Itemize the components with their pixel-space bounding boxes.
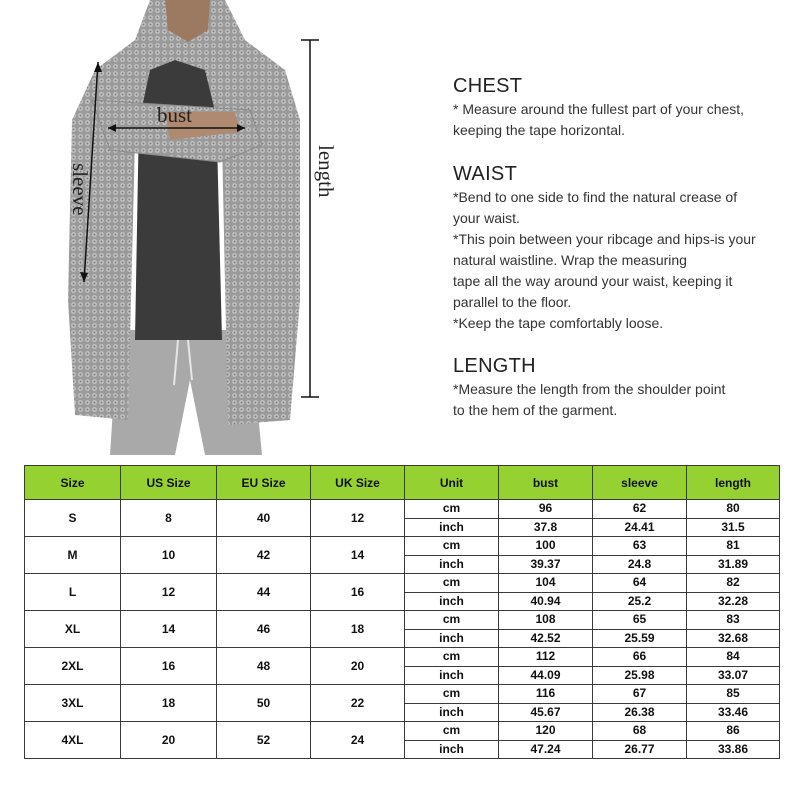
cell-inch-bust: 44.09 xyxy=(499,666,593,685)
cell-inch-unit: inch xyxy=(405,555,499,574)
header-uk-size: UK Size xyxy=(311,466,405,500)
cell-size: XL xyxy=(25,611,121,648)
cell-cm-unit: cm xyxy=(405,500,499,519)
cell-us: 20 xyxy=(121,722,217,759)
cell-inch-sleeve: 25.2 xyxy=(593,592,687,611)
cell-inch-length: 31.89 xyxy=(687,555,780,574)
cell-size: 2XL xyxy=(25,648,121,685)
cell-cm-length: 86 xyxy=(687,722,780,741)
cell-cm-length: 80 xyxy=(687,500,780,519)
cell-size: 3XL xyxy=(25,685,121,722)
cell-inch-bust: 45.67 xyxy=(499,703,593,722)
cell-inch-sleeve: 25.59 xyxy=(593,629,687,648)
cell-cm-sleeve: 68 xyxy=(593,722,687,741)
cell-inch-length: 33.86 xyxy=(687,740,780,759)
cell-cm-sleeve: 63 xyxy=(593,537,687,556)
cell-inch-bust: 40.94 xyxy=(499,592,593,611)
cell-cm-bust: 116 xyxy=(499,685,593,704)
cell-inch-bust: 47.24 xyxy=(499,740,593,759)
cardigan-illustration xyxy=(0,0,360,455)
cell-uk: 14 xyxy=(311,537,405,574)
waist-text: *Bend to one side to find the natural crease of your waist. *This poin between your ribcage and hips-is your natural waistline. Wrap the measuring tape all the way around your waist, keeping it parallel to the floor. *Keep the tape comfortably loose. xyxy=(453,189,756,331)
length-label: length xyxy=(314,145,338,198)
size-chart-table xyxy=(24,465,780,759)
sleeve-label: sleeve xyxy=(68,163,92,216)
cell-cm-bust: 104 xyxy=(499,574,593,593)
cell-inch-unit: inch xyxy=(405,592,499,611)
cell-inch-length: 33.07 xyxy=(687,666,780,685)
cell-cm-sleeve: 65 xyxy=(593,611,687,630)
shirt-shape xyxy=(135,60,222,340)
header-size: Size xyxy=(25,466,121,500)
waist-heading: WAIST xyxy=(453,163,518,185)
cell-cm-bust: 108 xyxy=(499,611,593,630)
table-row xyxy=(25,500,780,519)
header-unit: Unit xyxy=(405,466,499,500)
waist-section xyxy=(453,162,756,334)
table-header-row xyxy=(25,466,780,500)
cell-cm-sleeve: 64 xyxy=(593,574,687,593)
cell-uk: 18 xyxy=(311,611,405,648)
cell-uk: 20 xyxy=(311,648,405,685)
table-row xyxy=(25,648,780,667)
header-us-size: US Size xyxy=(121,466,217,500)
header-bust: bust xyxy=(499,466,593,500)
size-chart-body xyxy=(25,500,780,759)
cell-inch-length: 32.28 xyxy=(687,592,780,611)
cell-cm-length: 81 xyxy=(687,537,780,556)
cell-cm-sleeve: 62 xyxy=(593,500,687,519)
cell-cm-bust: 120 xyxy=(499,722,593,741)
cell-cm-bust: 100 xyxy=(499,537,593,556)
header-length: length xyxy=(687,466,780,500)
header-sleeve: sleeve xyxy=(593,466,687,500)
cell-inch-sleeve: 26.38 xyxy=(593,703,687,722)
cell-inch-unit: inch xyxy=(405,740,499,759)
length-section xyxy=(453,354,725,421)
cell-cm-unit: cm xyxy=(405,611,499,630)
cell-inch-length: 33.46 xyxy=(687,703,780,722)
table-row xyxy=(25,574,780,593)
table-row xyxy=(25,685,780,704)
cell-eu: 44 xyxy=(217,574,311,611)
cell-size: 4XL xyxy=(25,722,121,759)
cell-eu: 46 xyxy=(217,611,311,648)
cell-cm-sleeve: 66 xyxy=(593,648,687,667)
cell-cm-unit: cm xyxy=(405,722,499,741)
cell-cm-length: 85 xyxy=(687,685,780,704)
cell-cm-unit: cm xyxy=(405,537,499,556)
cell-uk: 12 xyxy=(311,500,405,537)
cell-inch-bust: 39.37 xyxy=(499,555,593,574)
chest-section xyxy=(453,74,744,141)
cell-inch-bust: 42.52 xyxy=(499,629,593,648)
cell-cm-length: 83 xyxy=(687,611,780,630)
cell-cm-length: 82 xyxy=(687,574,780,593)
chest-heading: CHEST xyxy=(453,75,523,97)
cell-eu: 42 xyxy=(217,537,311,574)
cell-inch-unit: inch xyxy=(405,666,499,685)
table-row xyxy=(25,722,780,741)
cell-us: 14 xyxy=(121,611,217,648)
cell-uk: 24 xyxy=(311,722,405,759)
cell-us: 18 xyxy=(121,685,217,722)
cell-eu: 40 xyxy=(217,500,311,537)
cell-cm-unit: cm xyxy=(405,648,499,667)
cell-cm-bust: 112 xyxy=(499,648,593,667)
product-photo xyxy=(0,0,360,455)
cell-eu: 52 xyxy=(217,722,311,759)
cell-inch-unit: inch xyxy=(405,518,499,537)
bust-label: bust xyxy=(157,103,193,127)
cell-us: 8 xyxy=(121,500,217,537)
cell-inch-unit: inch xyxy=(405,629,499,648)
cell-inch-length: 31.5 xyxy=(687,518,780,537)
cell-size: S xyxy=(25,500,121,537)
cell-inch-sleeve: 24.8 xyxy=(593,555,687,574)
table-row xyxy=(25,611,780,630)
length-text: *Measure the length from the shoulder point to the hem of the garment. xyxy=(453,381,726,418)
cell-inch-sleeve: 26.77 xyxy=(593,740,687,759)
header-eu-size: EU Size xyxy=(217,466,311,500)
cell-cm-unit: cm xyxy=(405,685,499,704)
cell-inch-bust: 37.8 xyxy=(499,518,593,537)
cell-cm-bust: 96 xyxy=(499,500,593,519)
cell-us: 12 xyxy=(121,574,217,611)
cell-cm-length: 84 xyxy=(687,648,780,667)
chest-text: * Measure around the fullest part of your chest, keeping the tape horizontal. xyxy=(453,101,745,138)
cell-size: M xyxy=(25,537,121,574)
cell-uk: 22 xyxy=(311,685,405,722)
cell-size: L xyxy=(25,574,121,611)
cell-inch-length: 32.68 xyxy=(687,629,780,648)
cell-inch-unit: inch xyxy=(405,703,499,722)
cell-inch-sleeve: 24.41 xyxy=(593,518,687,537)
cell-us: 16 xyxy=(121,648,217,685)
length-heading: LENGTH xyxy=(453,355,536,377)
table-row xyxy=(25,537,780,556)
cell-inch-sleeve: 25.98 xyxy=(593,666,687,685)
cell-eu: 50 xyxy=(217,685,311,722)
cell-cm-unit: cm xyxy=(405,574,499,593)
cell-uk: 16 xyxy=(311,574,405,611)
cell-eu: 48 xyxy=(217,648,311,685)
cell-cm-sleeve: 67 xyxy=(593,685,687,704)
cell-us: 10 xyxy=(121,537,217,574)
